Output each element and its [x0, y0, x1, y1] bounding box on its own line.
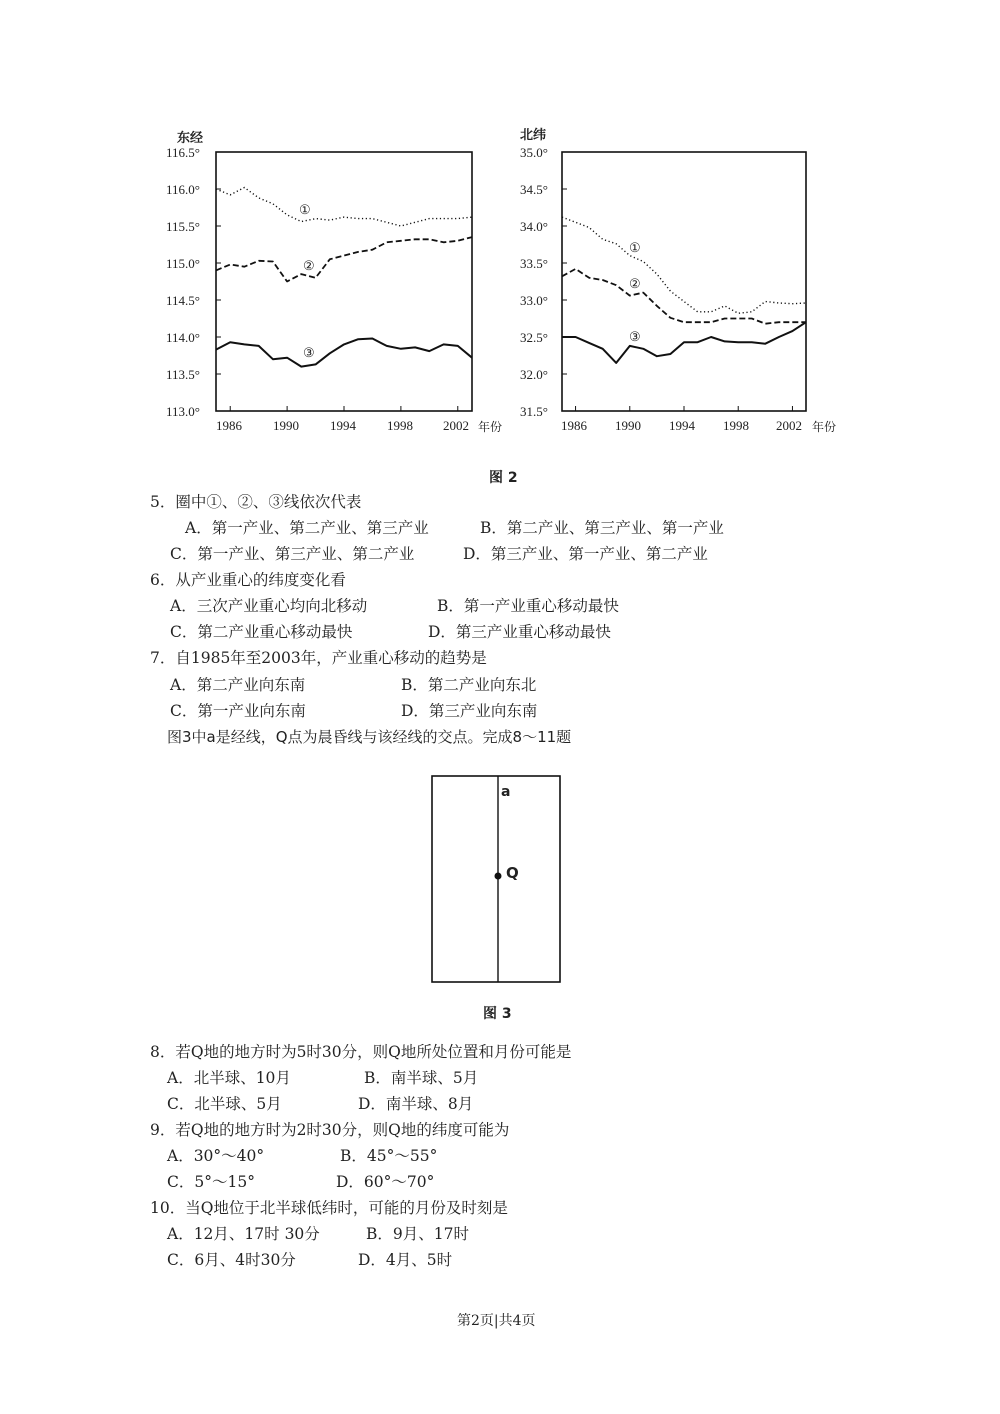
y-tick: 116.0°	[166, 182, 200, 197]
y-tick: 32.5°	[520, 330, 548, 345]
y-tick: 33.0°	[520, 293, 548, 308]
left-chart-y-title: 东经	[177, 131, 204, 146]
page-number: 第2页|共4页	[457, 1313, 536, 1329]
y-tick: 34.0°	[520, 219, 548, 234]
x-unit: 年份	[478, 420, 503, 434]
y-tick: 33.5°	[520, 256, 548, 271]
option-c: C．第一产业、第三产业、第二产业	[170, 545, 415, 563]
diagram-frame	[432, 776, 560, 982]
x-unit: 年份	[812, 420, 837, 434]
x-tick: 1986	[216, 418, 242, 433]
option-a: A．30°～40°	[167, 1147, 265, 1165]
series-line	[562, 269, 806, 324]
figure-2-caption: 图 2	[489, 470, 518, 486]
option-d: D．第三产业重心移动最快	[428, 623, 611, 641]
right-chart-y-title: 北纬	[520, 128, 547, 143]
left-chart-lines	[216, 188, 472, 367]
y-tick: 31.5°	[520, 404, 548, 419]
series-line	[562, 322, 806, 363]
x-tick: 1986	[561, 418, 587, 433]
option-d: D．南半球、8月	[358, 1095, 474, 1113]
x-tick: 1990	[615, 418, 641, 433]
meridian-a-label: a	[501, 784, 511, 800]
option-b: B．南半球、5月	[364, 1069, 479, 1087]
figure-3-intro: 图3中a是经线，Q点为晨昏线与该经线的交点。完成8～11题	[167, 728, 572, 746]
y-tick: 114.0°	[166, 330, 200, 345]
y-tick: 32.0°	[520, 367, 548, 382]
option-c: C．6月、4时30分	[167, 1251, 296, 1269]
option-b: B．45°～55°	[340, 1147, 438, 1165]
point-q-dot	[495, 873, 502, 880]
y-tick: 116.5°	[166, 145, 200, 160]
y-tick: 113.0°	[166, 404, 200, 419]
option-a: A．12月、17时 30分	[167, 1225, 320, 1243]
question-stem: 6．从产业重心的纬度变化看	[150, 571, 346, 589]
y-tick: 35.0°	[520, 145, 548, 160]
series-line	[562, 217, 806, 313]
chart-ticks	[216, 152, 792, 411]
series-line	[216, 188, 472, 227]
series-line	[216, 339, 472, 367]
option-d: D．4月、5时	[358, 1251, 453, 1269]
option-c: C．北半球、5月	[167, 1095, 282, 1113]
y-tick: 34.5°	[520, 182, 548, 197]
left-line-3-label: ③	[303, 345, 315, 360]
option-d: D．60°～70°	[336, 1173, 435, 1191]
question-stem: 10．当Q地位于北半球低纬时，可能的月份及时刻是	[150, 1199, 508, 1217]
option-b: B．第二产业向东北	[401, 676, 537, 694]
x-tick: 1994	[330, 418, 356, 433]
question-stem: 5．圈中①、②、③线依次代表	[150, 493, 362, 511]
question-stem: 8．若Q地的地方时为5时30分，则Q地所处位置和月份可能是	[150, 1043, 572, 1061]
figure-2-charts	[0, 0, 1000, 460]
left-line-2-label: ②	[303, 258, 315, 273]
right-line-3-label: ③	[629, 329, 641, 344]
option-d: D．第三产业向东南	[401, 702, 538, 720]
y-tick: 115.0°	[166, 256, 200, 271]
option-a: A．北半球、10月	[167, 1069, 291, 1087]
option-a: A．第一产业、第二产业、第三产业	[185, 519, 429, 537]
option-c: C．第一产业向东南	[170, 702, 306, 720]
left-chart-frame	[216, 152, 472, 411]
x-tick: 2002	[443, 418, 469, 433]
option-b: B．第一产业重心移动最快	[437, 597, 619, 615]
option-c: C．5°～15°	[167, 1173, 255, 1191]
y-tick: 114.5°	[166, 293, 200, 308]
option-b: B．第二产业、第三产业、第一产业	[480, 519, 724, 537]
x-tick: 1994	[669, 418, 695, 433]
y-tick: 115.5°	[166, 219, 200, 234]
right-chart-lines	[562, 217, 806, 363]
right-line-2-label: ②	[629, 276, 641, 291]
right-chart-frame	[562, 152, 806, 411]
right-line-1-label: ①	[629, 240, 641, 255]
left-line-1-label: ①	[299, 202, 311, 217]
option-a: A．第二产业向东南	[170, 676, 306, 694]
question-stem: 9．若Q地的地方时为2时30分，则Q地的纬度可能为	[150, 1121, 510, 1139]
option-d: D．第三产业、第一产业、第二产业	[463, 545, 708, 563]
y-tick: 113.5°	[166, 367, 200, 382]
x-tick: 1990	[273, 418, 299, 433]
figure-3-caption: 图 3	[483, 1006, 512, 1022]
point-q-label: Q	[506, 864, 519, 882]
option-a: A．三次产业重心均向北移动	[170, 597, 368, 615]
series-line	[216, 237, 472, 281]
option-b: B．9月、17时	[366, 1225, 469, 1243]
x-tick: 1998	[387, 418, 413, 433]
x-tick: 2002	[776, 418, 802, 433]
option-c: C．第二产业重心移动最快	[170, 623, 353, 641]
x-tick: 1998	[723, 418, 749, 433]
question-stem: 7．自1985年至2003年，产业重心移动的趋势是	[150, 649, 487, 667]
